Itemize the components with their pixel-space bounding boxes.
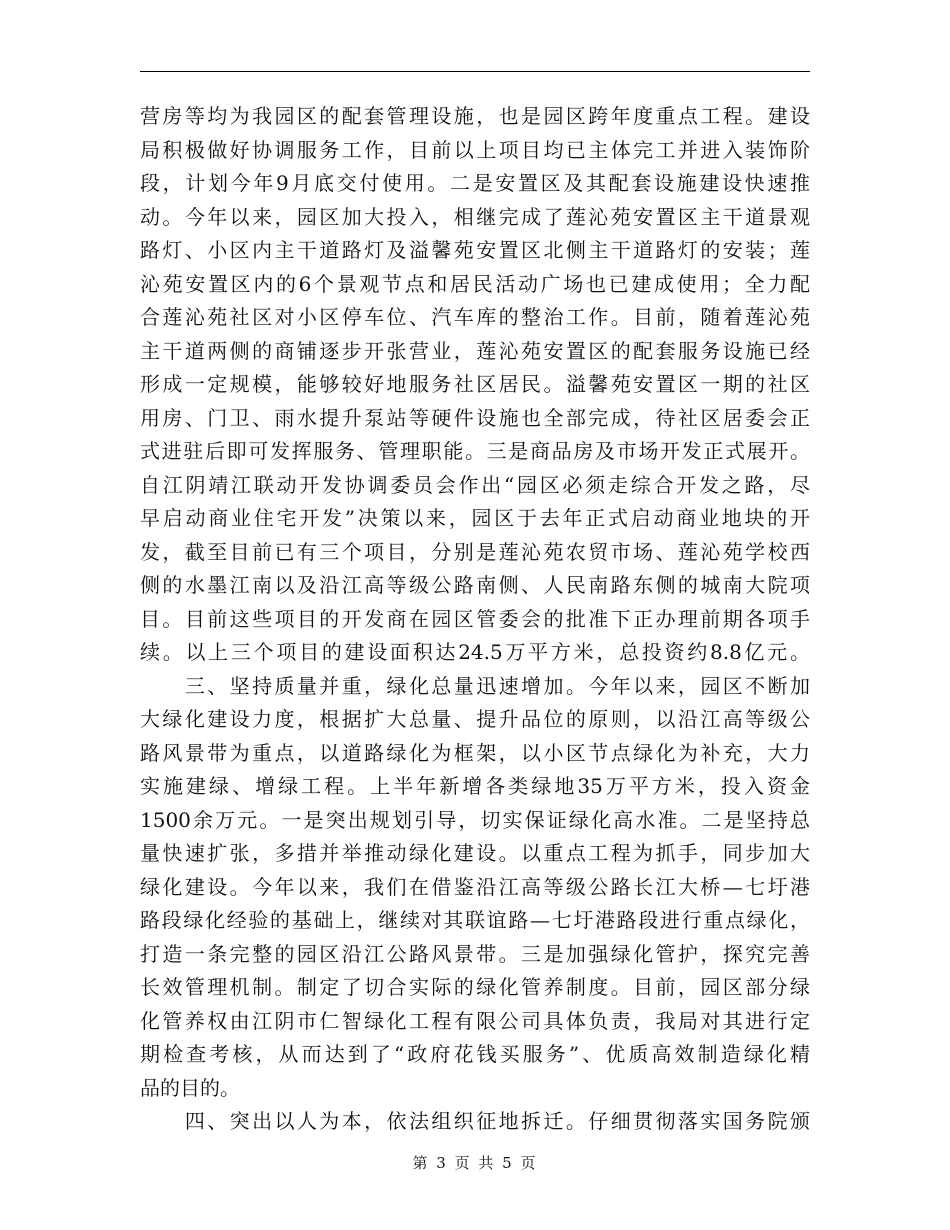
text-line: 实施建绿、增绿工程。上半年新增各类绿地35万平方米，投入资金 — [140, 774, 810, 798]
text-line: 段，计划今年9月底交付使用。二是安置区及其配套设施建设快速推 — [140, 171, 810, 195]
text-line: 化管养权由江阴市仁智绿化工程有限公司具体负责，我局对其进行定 — [140, 1008, 810, 1033]
text-line: 1500余万元。一是突出规划引导，切实保证绿化高水准。二是坚持总 — [140, 807, 810, 832]
text-line: 用房、门卫、雨水提升泵站等硬件设施也全部完成，待社区居委会正 — [140, 405, 810, 430]
text-line: 局积极做好协调服务工作，目前以上项目均已主体完工并进入装饰阶 — [140, 137, 810, 162]
text-line: 侧的水墨江南以及沿江高等级公路南侧、人民南路东侧的城南大院项 — [140, 573, 810, 597]
body-text — [140, 100, 810, 1139]
text-line: 打造一条完整的园区沿江公路风景带。三是加强绿化管护，探究完善 — [140, 941, 810, 966]
text-line: 发，截至目前已有三个项目，分别是莲沁苑农贸市场、莲沁苑学校西 — [140, 539, 810, 564]
text-line: 四、突出以人为本，依法组织征地拆迁。仔细贯彻落实国务院颁 — [140, 1109, 810, 1133]
text-line: 营房等均为我园区的配套管理设施，也是园区跨年度重点工程。建设 — [140, 104, 810, 128]
text-line: 品的目的。 — [140, 1075, 240, 1100]
text-line: 三、坚持质量并重，绿化总量迅速增加。今年以来，园区不断加 — [140, 673, 810, 698]
text-line: 合莲沁苑社区对小区停车位、汽车库的整治工作。目前，随着莲沁苑 — [140, 305, 810, 329]
text-line: 沁苑安置区内的6个景观节点和居民活动广场也已建成使用；全力配 — [140, 271, 810, 296]
text-line: 形成一定规模，能够较好地服务社区居民。溢馨苑安置区一期的社区 — [140, 372, 810, 396]
text-line: 路灯、小区内主干道路灯及溢馨苑安置区北侧主干道路灯的安装；莲 — [140, 238, 810, 262]
text-line: 长效管理机制。制定了切合实际的绿化管养制度。目前，园区部分绿 — [140, 975, 810, 999]
text-line: 期检查考核，从而达到了“政府花钱买服务”、优质高效制造绿化精 — [140, 1042, 810, 1066]
header-rule — [140, 71, 810, 72]
text-line: 自江阴靖江联动开发协调委员会作出“园区必须走综合开发之路，尽 — [140, 472, 810, 497]
text-line: 动。今年以来，园区加大投入，相继完成了莲沁苑安置区主干道景观 — [140, 204, 810, 229]
text-line: 式进驻后即可发挥服务、管理职能。三是商品房及市场开发正式展开。 — [140, 439, 810, 463]
text-line: 路风景带为重点，以道路绿化为框架，以小区节点绿化为补充，大力 — [140, 740, 810, 765]
text-line: 早启动商业住宅开发”决策以来，园区于去年正式启动商业地块的开 — [140, 506, 810, 530]
text-line: 量快速扩张，多措并举推动绿化建设。以重点工程为抓手，同步加大 — [140, 841, 810, 865]
text-line: 路段绿化经验的基础上，继续对其联谊路—七圩港路段进行重点绿化， — [140, 908, 810, 932]
text-line: 目。目前这些项目的开发商在园区管委会的批准下正办理前期各项手 — [140, 606, 810, 631]
text-line: 续。以上三个项目的建设面积达24.5万平方米，总投资约8.8亿元。 — [140, 640, 810, 664]
text-line: 主干道两侧的商铺逐步开张营业，莲沁苑安置区的配套服务设施已经 — [140, 338, 810, 363]
page-number-footer: 第 3 页 共 5 页 — [412, 1154, 538, 1172]
text-line: 大绿化建设力度，根据扩大总量、提升品位的原则，以沿江高等级公 — [140, 707, 810, 731]
text-line: 绿化建设。今年以来，我们在借鉴沿江高等级公路长江大桥—七圩港 — [140, 874, 810, 899]
